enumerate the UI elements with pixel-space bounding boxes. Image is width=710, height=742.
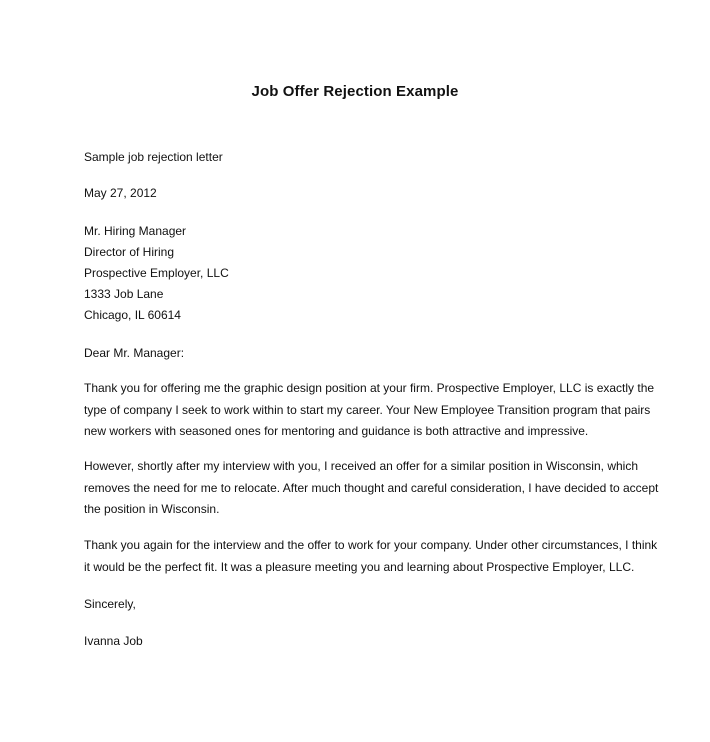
recipient-position: Director of Hiring <box>84 245 175 259</box>
recipient-city: Chicago, IL 60614 <box>84 308 181 322</box>
closing: Sincerely, <box>84 597 136 611</box>
body-paragraph-2 <box>84 456 659 521</box>
recipient-name: Mr. Hiring Manager <box>84 224 187 238</box>
body-paragraph-1 <box>84 378 655 443</box>
recipient-street: 1333 Job Lane <box>84 287 164 301</box>
paragraph-line: new workers with seasoned ones for mentoring and guidance is both attractive and impressive. <box>84 424 589 438</box>
body-paragraph-3 <box>84 535 658 578</box>
paragraph-line: Thank you again for the interview and the offer to work for your company. Under other circumstances, I think <box>84 538 658 552</box>
letter-date: May 27, 2012 <box>84 186 157 200</box>
paragraph-line: However, shortly after my interview with you, I received an offer for a similar position in Wisconsin, which <box>84 459 638 473</box>
document-title: Job Offer Rejection Example <box>251 83 459 100</box>
paragraph-line: it would be the perfect fit. It was a pleasure meeting you and learning about Prospective Employer, LLC. <box>84 559 635 574</box>
letter-subject: Sample job rejection letter <box>84 150 223 164</box>
paragraph-line: Thank you for offering me the graphic design position at your firm. Prospective Employer, LLC is exactly the <box>84 381 655 395</box>
signature-name: Ivanna Job <box>84 634 143 648</box>
recipient-company: Prospective Employer, LLC <box>84 266 229 280</box>
paragraph-line: removes the need for me to relocate. After much thought and careful consideration, I have decided to accept <box>84 480 659 495</box>
salutation: Dear Mr. Manager: <box>84 346 185 360</box>
paragraph-line: the position in Wisconsin. <box>84 502 220 516</box>
paragraph-line: type of company I seek to work within to start my career. Your New Employee Transition program that pairs <box>84 402 651 417</box>
